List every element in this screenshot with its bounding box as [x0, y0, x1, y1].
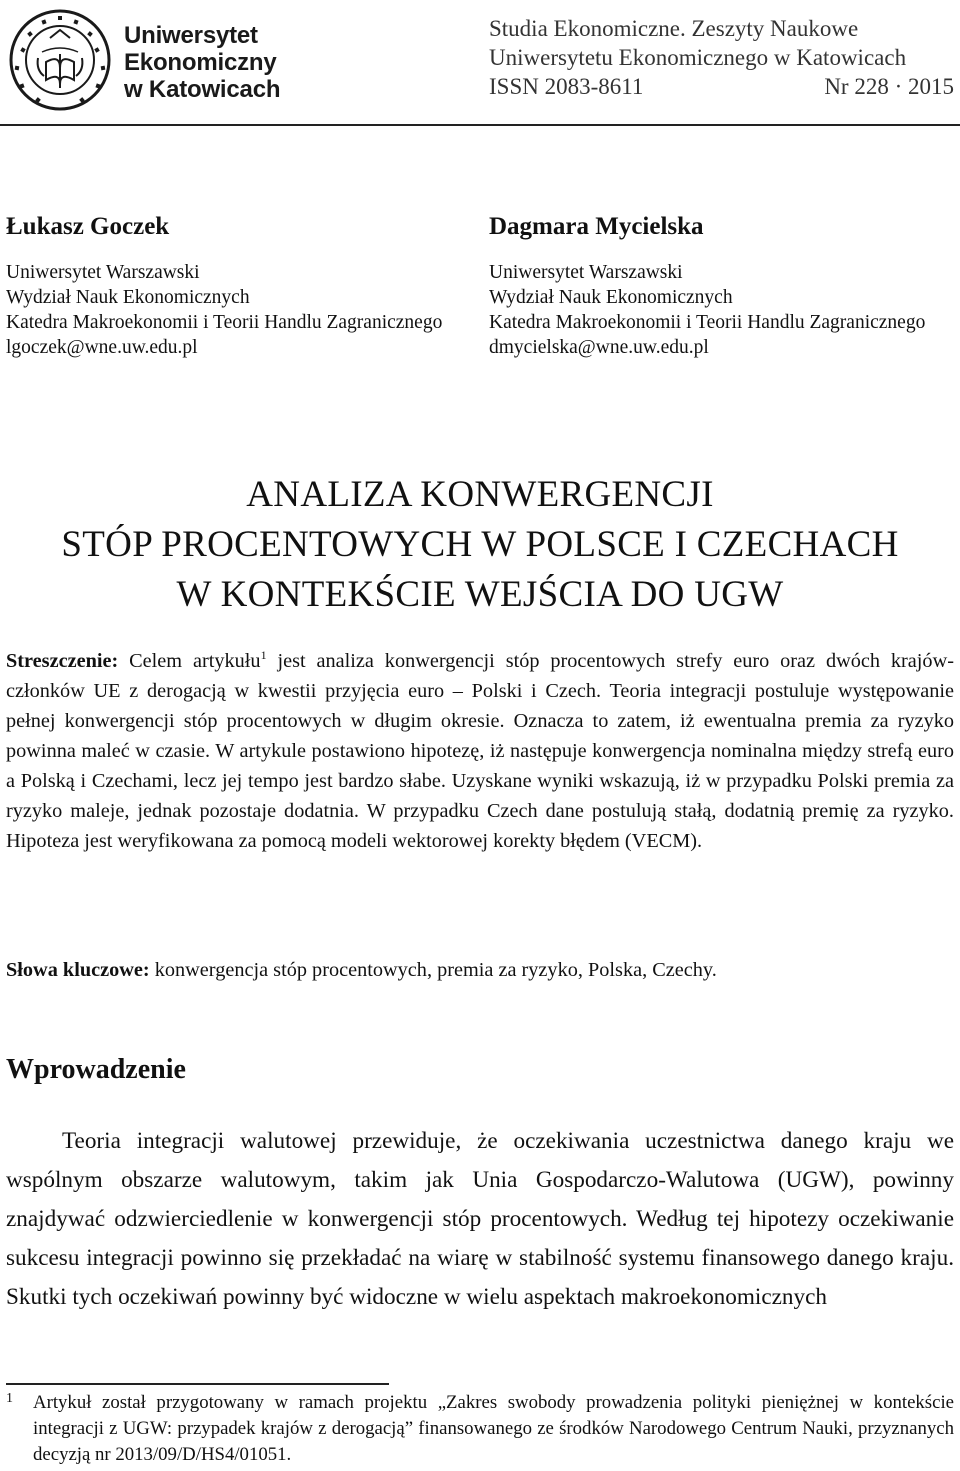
journal-info: [489, 14, 954, 101]
author-block: [489, 210, 959, 360]
footnote-mark: 1: [6, 1391, 13, 1406]
page-header: [0, 0, 960, 126]
abstract: [6, 646, 954, 856]
university-seal-icon: [6, 8, 114, 112]
university-logo: [6, 8, 281, 112]
body-paragraph: Teoria integracji walutowej przewiduje, że oczekiwania uczestnictwa danego kraju we wspólnym obszarze walutowym, takim jak Unia Gospodarczo-Walutowa (UGW), powinny znajdywać odzwierciedlenie w konwergencji stóp procentowych. Według tej hipotezy oczekiwanie sukcesu integracji powinno się przekładać na wiarę w stabilność systemu finansowego danego kraju. Skutki tych oczekiwań powinny być widoczne w wielu aspektach makroekonomicznych: [6, 1128, 954, 1310]
author-block: [6, 210, 476, 360]
author-faculty: Wydział Nauk Ekonomicznych: [6, 287, 250, 308]
section-heading: Wprowadzenie: [6, 1054, 186, 1085]
wordmark-line: w Katowicach: [124, 76, 281, 103]
journal-issue-line: [489, 72, 954, 101]
author-name: Łukasz Goczek: [6, 213, 170, 240]
author-university: Uniwersytet Warszawski: [489, 262, 683, 283]
author-department: Katedra Makroekonomii i Teorii Handlu Zagranicznego: [489, 312, 926, 333]
keywords-label: Słowa kluczowe:: [6, 959, 150, 981]
keywords-text: konwergencja stóp procentowych, premia za ryzyko, Polska, Czechy.: [154, 959, 717, 981]
footnote-reference[interactable]: 1: [260, 648, 267, 663]
abstract-text-start: Celem artykułu: [129, 650, 261, 672]
wordmark-line: Ekonomiczny: [124, 49, 277, 76]
author-faculty: Wydział Nauk Ekonomicznych: [489, 287, 733, 308]
abstract-label: Streszczenie:: [6, 650, 119, 672]
footnote-divider: [6, 1383, 389, 1385]
journal-title: Studia Ekonomiczne. Zeszyty Naukowe: [489, 16, 859, 41]
footnote: [6, 1390, 954, 1468]
abstract-text: jest analiza konwergencji stóp procentowych strefy euro oraz dwóch krajów-członków UE z derogacją w kwestii przyjęcia euro – Polski i Czech. Teoria integracji postuluje występowanie pełnej konwergencji stóp procentowych w długim okresie. Oznacza to zatem, iż ewentualna premia za ryzyko powinna maleć w czasie. W artykule postawiono hipotezę, iż następuje konwergencja nominalna między strefą euro a Polską i Czechami, lecz jej tempo jest bardzo słabe. Uzyskane wyniki wskazują, iż w przypadku Polski premia za ryzyko maleje, jednak pozostaje dodatnia. W przypadku Czech dane postulują stałą, dodatnią premię za ryzyko. Hipoteza jest weryfikowana za pomocą modeli wektorowej korekty błędem (VECM).: [6, 650, 954, 852]
author-email[interactable]: lgoczek@wne.uw.edu.pl: [6, 337, 198, 358]
abstract-paragraph: [6, 646, 954, 856]
footnote-text: Artykuł został przygotowany w ramach projektu „Zakres swobody prowadzenia polityki pieniężnej w kontekście integracji z UGW: przypadek krajów z derogacją” finansowanego ze środków Narodowego Centrum Nauki, przyznanych decyzją nr 2013/09/D/HS4/01051.: [33, 1392, 954, 1465]
author-name: Dagmara Mycielska: [489, 213, 704, 240]
journal-publisher: Uniwersytetu Ekonomicznego w Katowicach: [489, 45, 907, 70]
author-university: Uniwersytet Warszawski: [6, 262, 200, 283]
university-wordmark: [124, 22, 280, 103]
header-divider: [0, 124, 960, 126]
title-line: W KONTEKŚCIE WEJŚCIA DO UGW: [176, 574, 784, 615]
wordmark-line: Uniwersytet: [124, 22, 258, 49]
article-title: [0, 470, 960, 620]
journal-issue: Nr 228 · 2015: [824, 74, 954, 99]
title-line: ANALIZA KONWERGENCJI: [246, 474, 714, 515]
author-department: Katedra Makroekonomii i Teorii Handlu Zagranicznego: [6, 312, 443, 333]
keywords: [6, 955, 954, 985]
journal-issn: ISSN 2083-8611: [489, 74, 644, 99]
title-line: STÓP PROCENTOWYCH W POLSCE I CZECHACH: [61, 524, 899, 565]
author-email[interactable]: dmycielska@wne.uw.edu.pl: [489, 337, 709, 358]
body-text: [6, 1122, 954, 1317]
